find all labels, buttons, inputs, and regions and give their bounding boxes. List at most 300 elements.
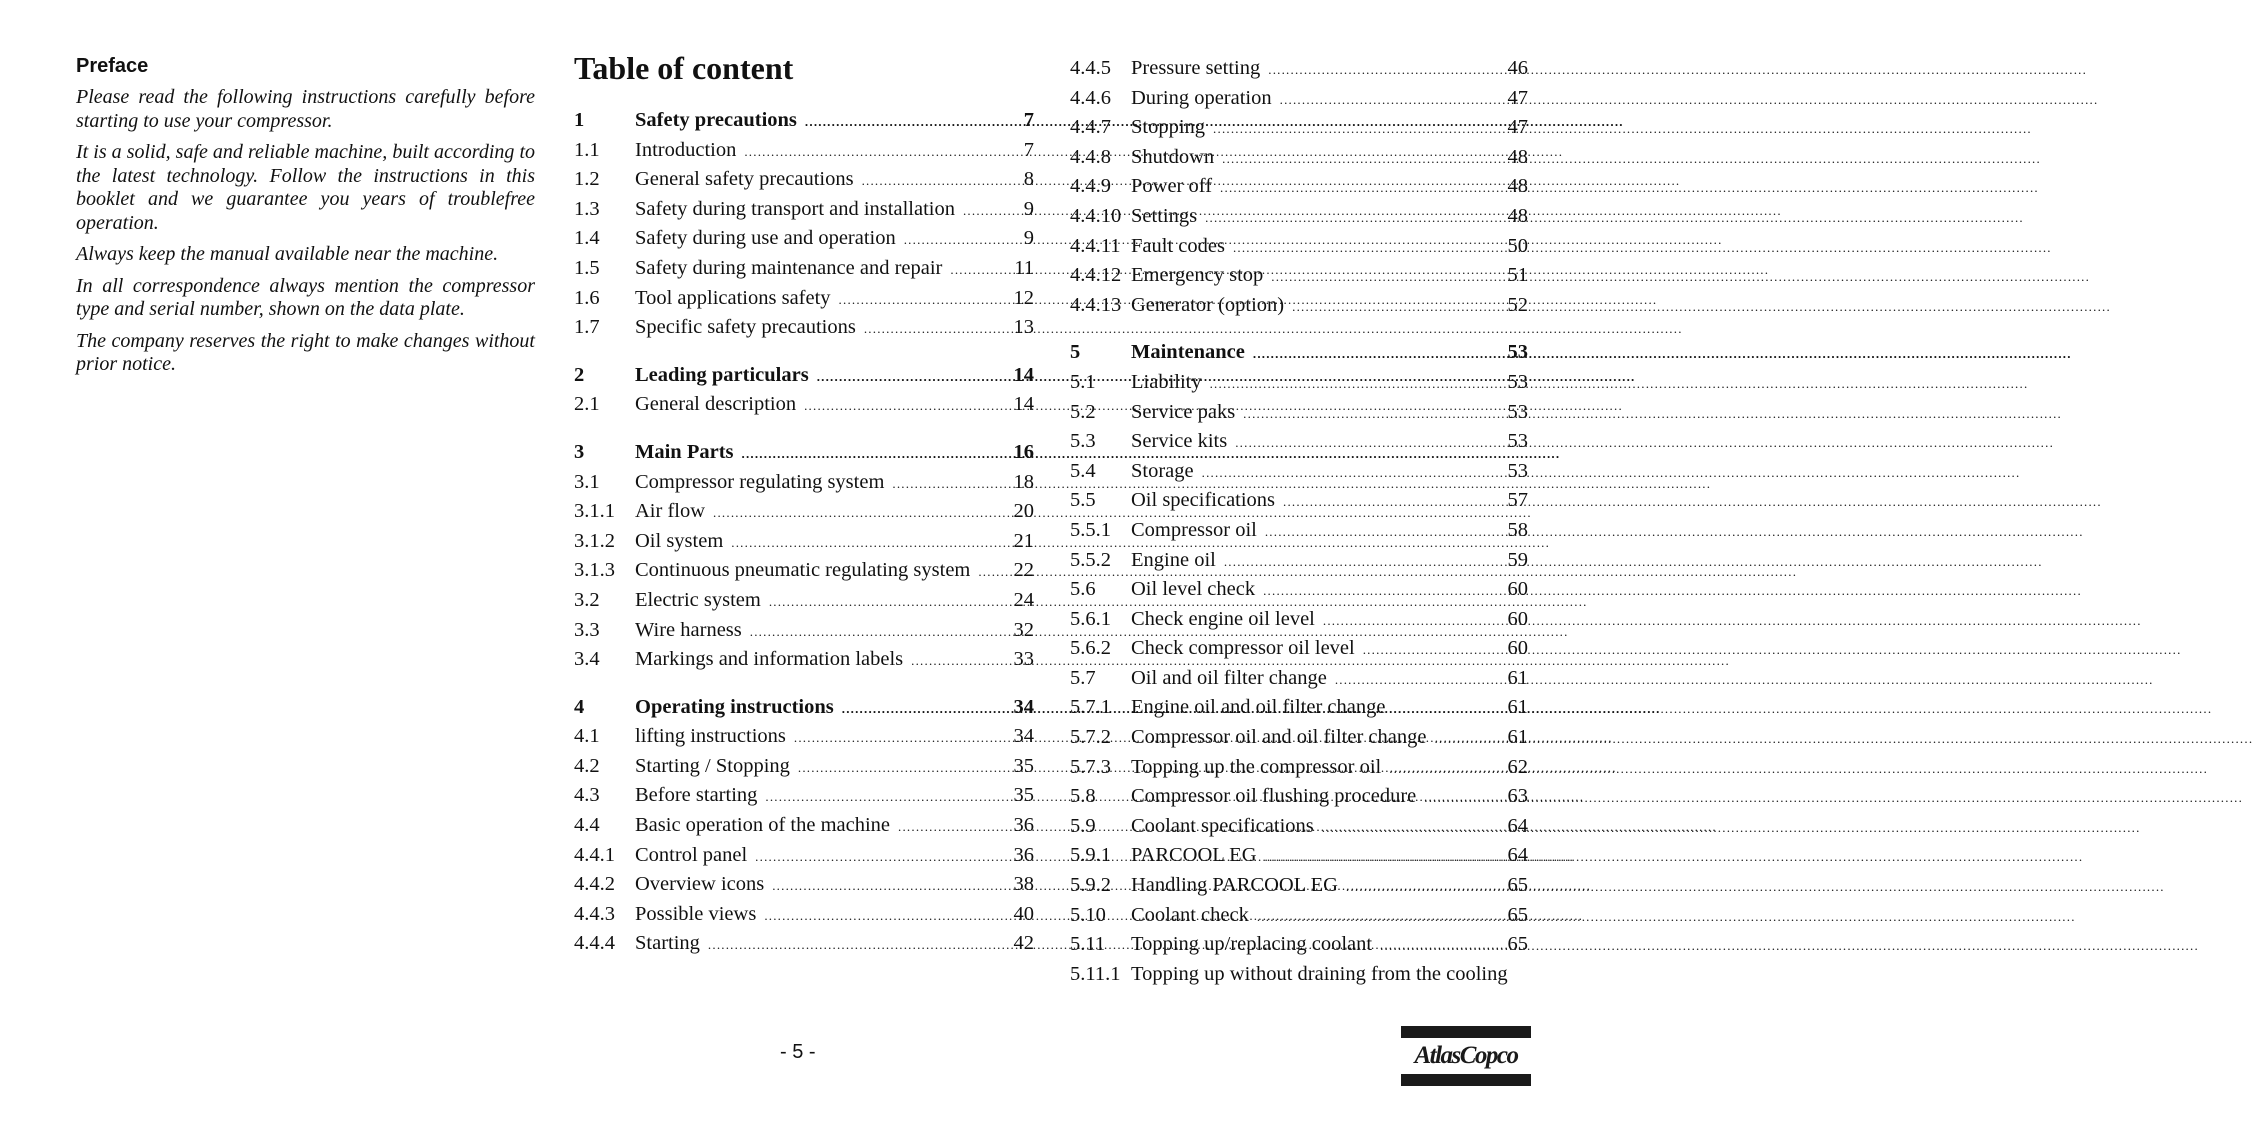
toc-leader-dots bbox=[1283, 487, 1504, 517]
toc-entry[interactable] bbox=[1070, 575, 1528, 605]
toc-leader-dots bbox=[963, 196, 1021, 226]
toc-entry-page: 36 bbox=[1013, 814, 1034, 837]
toc-entry-title: Check engine oil level bbox=[1131, 607, 1315, 630]
toc-entry-page: 40 bbox=[1013, 902, 1034, 925]
toc-entry-number: 1.7 bbox=[574, 316, 600, 339]
atlas-copco-logo bbox=[1401, 1026, 1531, 1088]
toc-leader-dots bbox=[898, 812, 1010, 842]
toc-entry[interactable] bbox=[1070, 546, 1528, 576]
toc-entry-title: Stopping bbox=[1131, 116, 1206, 139]
toc-entry-title: Compressor oil flushing procedure bbox=[1131, 785, 1417, 808]
toc-entry-title: Service paks bbox=[1131, 400, 1236, 423]
toc-entry-number: 5 bbox=[1070, 341, 1081, 364]
toc-entry-number: 3.1 bbox=[574, 470, 600, 493]
toc-entry[interactable] bbox=[574, 106, 1034, 136]
toc-entry[interactable] bbox=[574, 224, 1034, 254]
toc-entry[interactable] bbox=[1070, 232, 1528, 262]
toc-entry[interactable] bbox=[1070, 486, 1528, 516]
toc-entry-page: 35 bbox=[1013, 754, 1034, 777]
toc-entry-page: 34 bbox=[1013, 725, 1034, 748]
toc-entry-title: Engine oil bbox=[1131, 548, 1216, 571]
toc-entry-title: Operating instructions bbox=[635, 695, 834, 718]
toc-leader-dots bbox=[1292, 292, 1504, 322]
toc-leader-dots bbox=[862, 166, 1021, 196]
toc-leader-dots bbox=[1210, 369, 1505, 399]
toc-entry[interactable] bbox=[1070, 143, 1528, 173]
toc-entry[interactable] bbox=[1070, 261, 1528, 291]
toc-entry-number: 4.4.6 bbox=[1070, 86, 1111, 109]
toc-entry-number: 4.4.13 bbox=[1070, 293, 1122, 316]
toc-leader-dots bbox=[772, 871, 1010, 901]
toc-entry[interactable] bbox=[574, 841, 1034, 871]
toc-entry-number: 1 bbox=[574, 109, 585, 131]
toc-entry-title: Continuous pneumatic regulating system bbox=[635, 559, 971, 582]
toc-entry-number: 5.7.2 bbox=[1070, 726, 1111, 749]
toc-entry-page: 20 bbox=[1013, 500, 1034, 523]
toc-entry-title: Engine oil and oil filter change bbox=[1131, 696, 1386, 719]
toc-entry[interactable] bbox=[574, 752, 1034, 782]
toc-leader-dots bbox=[1265, 842, 1505, 872]
toc-entry-number: 4.2 bbox=[574, 754, 600, 777]
toc-entry[interactable] bbox=[574, 556, 1034, 586]
toc-entry-title: Topping up without draining from the cooling bbox=[1131, 962, 1508, 985]
preface-section bbox=[76, 54, 535, 385]
toc-entry-number: 5.1 bbox=[1070, 370, 1096, 393]
toc-leader-dots bbox=[839, 285, 1011, 315]
toc-entry-title: Electric system bbox=[635, 588, 761, 611]
toc-entry-page: 14 bbox=[1013, 363, 1034, 386]
toc-entry-title: Compressor oil bbox=[1131, 518, 1257, 541]
toc-entry-title: Main Parts bbox=[635, 440, 734, 463]
toc-entry[interactable] bbox=[1070, 812, 1528, 842]
toc-entry-number: 1.5 bbox=[574, 256, 600, 279]
toc-entry-title: Service kits bbox=[1131, 430, 1228, 453]
toc-entry-title: General safety precautions bbox=[635, 168, 854, 191]
toc-entry-title: Basic operation of the machine bbox=[635, 814, 891, 837]
toc-leader-dots bbox=[764, 901, 1010, 931]
toc-entry[interactable] bbox=[574, 497, 1034, 527]
toc-entry-number: 4.4.3 bbox=[574, 902, 615, 925]
toc-entry-title: Handling PARCOOL EG bbox=[1131, 874, 1338, 897]
toc-entry-page: 42 bbox=[1013, 932, 1034, 955]
toc-leader-dots bbox=[731, 528, 1010, 558]
toc-entry[interactable] bbox=[574, 781, 1034, 811]
toc-entry-page: 53 bbox=[1507, 459, 1528, 482]
toc-entry-page: 52 bbox=[1507, 293, 1528, 316]
toc-entry-page: 13 bbox=[1013, 316, 1034, 339]
toc-entry-number: 5.5.2 bbox=[1070, 548, 1111, 571]
toc-leader-dots bbox=[713, 498, 1010, 528]
toc-leader-dots bbox=[765, 782, 1010, 812]
toc-entry[interactable] bbox=[574, 527, 1034, 557]
toc-entry-number: 5.10 bbox=[1070, 903, 1106, 926]
toc-entry[interactable] bbox=[1070, 782, 1528, 812]
toc-entry-page: 14 bbox=[1013, 393, 1034, 416]
toc-entry-page: 65 bbox=[1507, 903, 1528, 926]
toc-entry[interactable] bbox=[1070, 368, 1528, 398]
toc-entry[interactable] bbox=[574, 929, 1034, 959]
toc-entry[interactable] bbox=[574, 438, 1034, 468]
toc-leader-dots bbox=[804, 391, 1010, 421]
toc-entry[interactable] bbox=[1070, 113, 1528, 143]
toc-entry-page: 48 bbox=[1507, 175, 1528, 198]
toc-entry-title: Tool applications safety bbox=[635, 286, 831, 309]
toc-leader-dots bbox=[911, 646, 1010, 676]
toc-leader-dots bbox=[817, 362, 1011, 392]
toc-entry-number: 1.4 bbox=[574, 227, 600, 250]
toc-entry[interactable] bbox=[574, 195, 1034, 225]
toc-entry-title: Fault codes bbox=[1131, 234, 1225, 257]
toc-entry-page: 58 bbox=[1507, 518, 1528, 541]
toc-entry-page: 60 bbox=[1507, 578, 1528, 601]
toc-leader-dots bbox=[978, 557, 1010, 587]
toc-entry-title: Oil and oil filter change bbox=[1131, 666, 1327, 689]
toc-leader-dots bbox=[1202, 458, 1505, 488]
toc-entry-page: 38 bbox=[1013, 873, 1034, 896]
toc-entry-number: 1.3 bbox=[574, 197, 600, 220]
toc-leader-dots bbox=[1253, 339, 1505, 369]
toc-entry-page: 53 bbox=[1507, 430, 1528, 453]
toc-leader-dots bbox=[1380, 931, 1504, 961]
toc-entry-title: Power off bbox=[1131, 175, 1213, 198]
toc-entry-page: 16 bbox=[1013, 440, 1034, 463]
toc-entry-title: Compressor oil and oil filter change bbox=[1131, 726, 1427, 749]
toc-entry-page: 7 bbox=[1023, 138, 1034, 161]
toc-entry-number: 4.4.4 bbox=[574, 932, 615, 955]
toc-entry-number: 5.6.1 bbox=[1070, 607, 1111, 630]
toc-entry-title: Coolant check bbox=[1131, 903, 1249, 926]
toc-leader-dots bbox=[904, 225, 1021, 255]
toc-entry-number: 4.3 bbox=[574, 784, 600, 807]
toc-leader-dots bbox=[1346, 872, 1505, 902]
toc-leader-dots bbox=[755, 842, 1010, 872]
toc-leader-dots bbox=[864, 314, 1011, 344]
preface-heading: Preface bbox=[76, 55, 149, 77]
toc-entry-title: Settings bbox=[1131, 204, 1198, 227]
toc-entry[interactable] bbox=[1070, 841, 1528, 871]
toc-entry-number: 4.4.10 bbox=[1070, 204, 1122, 227]
toc-entry-number: 4.4 bbox=[574, 814, 600, 837]
toc-entry-number: 4.4.11 bbox=[1070, 234, 1121, 257]
toc-entry-title: Generator (option) bbox=[1131, 293, 1285, 316]
toc-leader-dots bbox=[1323, 606, 1505, 636]
toc-entry-number: 1.2 bbox=[574, 168, 600, 191]
toc-entry-title: Control panel bbox=[635, 843, 748, 866]
toc-entry[interactable] bbox=[1070, 605, 1528, 635]
toc-leader-dots bbox=[1335, 665, 1505, 695]
toc-entry-number: 3.1.3 bbox=[574, 559, 615, 582]
toc-entry[interactable] bbox=[574, 313, 1034, 343]
toc-entry-number: 5.7.1 bbox=[1070, 696, 1111, 719]
toc-entry-page: 24 bbox=[1013, 588, 1034, 611]
preface-paragraph: Always keep the manual available near the machine. bbox=[76, 243, 499, 265]
toc-entry-page: 51 bbox=[1507, 264, 1528, 287]
toc-entry[interactable] bbox=[1070, 901, 1528, 931]
toc-entry-number: 3.1.1 bbox=[574, 500, 615, 523]
toc-entry[interactable] bbox=[1070, 871, 1528, 901]
toc-entry[interactable] bbox=[574, 693, 1034, 723]
toc-entry[interactable] bbox=[574, 586, 1034, 616]
toc-entry-number: 5.4 bbox=[1070, 459, 1096, 482]
toc-entry-page: 46 bbox=[1507, 57, 1528, 79]
toc-entry-number: 3.4 bbox=[574, 648, 600, 671]
toc-entry[interactable] bbox=[574, 616, 1034, 646]
toc-leader-dots bbox=[742, 439, 1011, 469]
toc-entry-page: 63 bbox=[1507, 785, 1528, 808]
toc-entry-page: 12 bbox=[1013, 286, 1034, 309]
toc-entry[interactable] bbox=[1070, 960, 1528, 990]
toc-entry[interactable] bbox=[574, 645, 1034, 675]
toc-entry[interactable] bbox=[574, 900, 1034, 930]
toc-entry-page: 35 bbox=[1013, 784, 1034, 807]
toc-entry-page: 33 bbox=[1013, 648, 1034, 671]
toc-entry-page: 9 bbox=[1023, 197, 1034, 220]
toc-entry-title: Wire harness bbox=[635, 618, 742, 641]
toc-leader-dots bbox=[1222, 144, 1504, 174]
logo-bottom-bar bbox=[1401, 1074, 1531, 1086]
toc-entry[interactable] bbox=[574, 811, 1034, 841]
logo-top-bar bbox=[1401, 1026, 1531, 1038]
toc-entry-page: 65 bbox=[1507, 933, 1528, 956]
toc-entry-title: Markings and information labels bbox=[635, 648, 904, 671]
toc-entry-title: Before starting bbox=[635, 784, 758, 807]
toc-entry-title: Topping up/replacing coolant bbox=[1131, 933, 1373, 956]
toc-entry-title: Safety during maintenance and repair bbox=[635, 256, 943, 279]
toc-entry[interactable] bbox=[1070, 54, 1528, 84]
toc-entry[interactable] bbox=[1070, 753, 1528, 783]
toc-entry-title: Coolant specifications bbox=[1131, 814, 1314, 837]
toc-entry[interactable] bbox=[1070, 723, 1528, 753]
logo-wordmark: AtlasCopco bbox=[1414, 1042, 1518, 1069]
toc-entry-number: 3 bbox=[574, 440, 585, 463]
toc-entry-title: Oil level check bbox=[1131, 578, 1256, 601]
toc-entry-number: 4.4.12 bbox=[1070, 264, 1122, 287]
toc-entry[interactable] bbox=[1070, 398, 1528, 428]
toc-entry-page: 11 bbox=[1014, 256, 1034, 279]
toc-entry-title: Storage bbox=[1131, 459, 1194, 482]
toc-entry-title: Maintenance bbox=[1131, 341, 1245, 364]
toc-leader-dots bbox=[1257, 902, 1505, 932]
toc-entry-page: 21 bbox=[1013, 529, 1034, 552]
toc-leader-dots bbox=[1268, 55, 1504, 85]
toc-entry-page: 47 bbox=[1507, 116, 1528, 139]
toc-entry-title: Specific safety precautions bbox=[635, 316, 856, 339]
toc-entry-title: Oil system bbox=[635, 529, 724, 552]
toc-leader-dots bbox=[1224, 547, 1505, 577]
toc-entry-number: 5.3 bbox=[1070, 430, 1096, 453]
toc-entry-page: 9 bbox=[1023, 227, 1034, 250]
toc-entry-number: 4.4.8 bbox=[1070, 145, 1111, 168]
preface-paragraph: The company reserves the right to make changes without prior notice. bbox=[76, 329, 535, 375]
toc-entry-title: Safety during transport and installation bbox=[635, 197, 955, 220]
toc-leader-dots bbox=[1220, 173, 1504, 203]
toc-leader-dots bbox=[794, 723, 1011, 753]
toc-entry[interactable] bbox=[574, 165, 1034, 195]
toc-entry-number: 5.2 bbox=[1070, 400, 1096, 423]
toc-entry-page: 34 bbox=[1013, 695, 1034, 718]
toc-leader-dots bbox=[1235, 428, 1504, 458]
toc-entry-page: 65 bbox=[1507, 874, 1528, 897]
preface-paragraph: Please read the following instructions carefully before starting to use your compressor. bbox=[76, 86, 535, 132]
toc-entry-number: 5.5.1 bbox=[1070, 518, 1111, 541]
toc-entry-title: Leading particulars bbox=[635, 363, 809, 386]
toc-leader-dots bbox=[1265, 517, 1505, 547]
toc-entry-title: During operation bbox=[1131, 86, 1272, 109]
toc-entry-title: Pressure setting bbox=[1131, 57, 1261, 79]
toc-entry-number: 3.1.2 bbox=[574, 529, 615, 552]
toc-entry-page: 48 bbox=[1507, 145, 1528, 168]
toc-entry-number: 4.1 bbox=[574, 725, 600, 748]
toc-entry-title: Introduction bbox=[635, 138, 737, 161]
toc-entry[interactable] bbox=[574, 136, 1034, 166]
toc-entry-page: 50 bbox=[1507, 234, 1528, 257]
toc-leader-dots bbox=[750, 617, 1011, 647]
toc-leader-dots bbox=[950, 255, 1011, 285]
toc-entry-number: 2 bbox=[574, 363, 585, 386]
toc-entry[interactable] bbox=[574, 390, 1034, 420]
toc-leader-dots bbox=[1233, 233, 1505, 263]
toc-leader-dots bbox=[1280, 85, 1505, 115]
toc-entry-title: General description bbox=[635, 393, 797, 416]
toc-entry-page: 53 bbox=[1507, 370, 1528, 393]
toc-column-2 bbox=[1070, 54, 1528, 989]
toc-entry-number: 5.6 bbox=[1070, 578, 1096, 601]
toc-leader-dots bbox=[798, 753, 1011, 783]
toc-column-1 bbox=[574, 106, 1034, 959]
toc-entry-page: 61 bbox=[1507, 666, 1528, 689]
toc-entry-page: 8 bbox=[1023, 168, 1034, 191]
toc-leader-dots bbox=[842, 694, 1011, 724]
toc-entry-page: 61 bbox=[1507, 726, 1528, 749]
toc-entry[interactable] bbox=[574, 722, 1034, 752]
toc-entry[interactable] bbox=[1070, 202, 1528, 232]
toc-entry[interactable] bbox=[574, 468, 1034, 498]
toc-entry-number: 5.7.3 bbox=[1070, 755, 1111, 778]
toc-leader-dots bbox=[1424, 783, 1504, 813]
toc-entry-number: 2.1 bbox=[574, 393, 600, 416]
toc-entry-page: 18 bbox=[1013, 470, 1034, 493]
toc-entry-page: 32 bbox=[1013, 618, 1034, 641]
toc-entry-number: 5.5 bbox=[1070, 489, 1096, 512]
toc-entry-number: 5.11 bbox=[1070, 933, 1106, 956]
toc-entry-page: 61 bbox=[1507, 696, 1528, 719]
toc-entry-title: Check compressor oil level bbox=[1131, 637, 1355, 660]
toc-entry-number: 5.9.1 bbox=[1070, 844, 1111, 867]
toc-entry-number: 4.4.9 bbox=[1070, 175, 1111, 198]
toc-entry-page: 47 bbox=[1507, 86, 1528, 109]
toc-entry-page: 60 bbox=[1507, 607, 1528, 630]
toc-entry-title: Air flow bbox=[635, 500, 706, 523]
toc-entry-number: 5.9 bbox=[1070, 814, 1096, 837]
toc-leader-dots bbox=[1243, 399, 1504, 429]
toc-entry[interactable] bbox=[1070, 338, 1528, 368]
toc-title: Table of content bbox=[574, 50, 794, 86]
toc-entry-number: 1.1 bbox=[574, 138, 600, 161]
toc-leader-dots bbox=[1322, 813, 1505, 843]
toc-entry-title: Possible views bbox=[635, 902, 757, 925]
toc-entry-number: 5.6.2 bbox=[1070, 637, 1111, 660]
toc-leader-dots bbox=[708, 930, 1011, 960]
toc-entry-title: Liability bbox=[1131, 370, 1202, 393]
toc-entry-number: 1.6 bbox=[574, 286, 600, 309]
toc-entry-title: Starting bbox=[635, 932, 700, 955]
toc-entry[interactable] bbox=[1070, 664, 1528, 694]
toc-leader-dots bbox=[1434, 724, 1504, 754]
toc-entry-title: Overview icons bbox=[635, 873, 765, 896]
toc-entry-page: 60 bbox=[1507, 637, 1528, 660]
toc-entry-number: 5.9.2 bbox=[1070, 874, 1111, 897]
toc-entry-title: Compressor regulating system bbox=[635, 470, 885, 493]
toc-leader-dots bbox=[1213, 114, 1504, 144]
toc-entry-number: 4.4.1 bbox=[574, 843, 615, 866]
toc-leader-dots bbox=[1263, 576, 1504, 606]
toc-entry-title: PARCOOL EG bbox=[1131, 844, 1257, 867]
toc-entry-title: Safety precautions bbox=[635, 109, 797, 131]
toc-entry-page: 7 bbox=[1023, 109, 1034, 131]
toc-entry[interactable] bbox=[1070, 84, 1528, 114]
toc-entry-title: Topping up the compressor oil bbox=[1131, 755, 1382, 778]
toc-entry-page: 53 bbox=[1507, 341, 1528, 364]
toc-entry-title: lifting instructions bbox=[635, 725, 786, 748]
toc-entry-page: 36 bbox=[1013, 843, 1034, 866]
toc-entry-number: 4 bbox=[574, 695, 585, 718]
toc-leader-dots bbox=[805, 107, 1021, 137]
toc-entry[interactable] bbox=[574, 361, 1034, 391]
toc-entry-page: 22 bbox=[1013, 559, 1034, 582]
toc-leader-dots bbox=[892, 469, 1010, 499]
toc-leader-dots bbox=[1389, 754, 1504, 784]
toc-leader-dots bbox=[1271, 262, 1504, 292]
toc-entry-title: Emergency stop bbox=[1131, 264, 1264, 287]
toc-leader-dots bbox=[744, 137, 1020, 167]
toc-entry[interactable] bbox=[1070, 634, 1528, 664]
toc-entry-title: Oil specifications bbox=[1131, 489, 1276, 512]
toc-entry[interactable] bbox=[1070, 457, 1528, 487]
toc-leader-dots bbox=[1205, 203, 1504, 233]
toc-entry[interactable] bbox=[1070, 516, 1528, 546]
toc-entry-page: 59 bbox=[1507, 548, 1528, 571]
toc-entry-number: 4.4.2 bbox=[574, 873, 615, 896]
toc-entry[interactable] bbox=[574, 870, 1034, 900]
toc-entry-number: 4.4.5 bbox=[1070, 57, 1111, 79]
toc-entry-page: 62 bbox=[1507, 755, 1528, 778]
toc-entry[interactable] bbox=[574, 284, 1034, 314]
toc-leader-dots bbox=[769, 587, 1011, 617]
toc-entry-page: 53 bbox=[1507, 400, 1528, 423]
toc-entry-page: 64 bbox=[1507, 814, 1528, 837]
toc-entry-number: 3.2 bbox=[574, 588, 600, 611]
toc-entry-number: 5.8 bbox=[1070, 785, 1096, 808]
page-number: - 5 - bbox=[780, 1041, 816, 1063]
toc-entry-number: 5.7 bbox=[1070, 666, 1096, 689]
toc-entry-number: 3.3 bbox=[574, 618, 600, 641]
toc-entry-number: 4.4.7 bbox=[1070, 116, 1111, 139]
toc-leader-dots bbox=[1393, 694, 1504, 724]
toc-entry-page: 48 bbox=[1507, 204, 1528, 227]
toc-entry[interactable] bbox=[1070, 291, 1528, 321]
toc-entry-title: Shutdown bbox=[1131, 145, 1215, 168]
toc-entry-title: Safety during use and operation bbox=[635, 227, 896, 250]
toc-entry-title: Starting / Stopping bbox=[635, 754, 790, 777]
preface-paragraph: It is a solid, safe and reliable machine, built according to the latest technology. Follow the instructions in this booklet and we guarantee you years of troublefree operation. bbox=[76, 141, 535, 234]
toc-entry[interactable] bbox=[1070, 172, 1528, 202]
toc-entry-number: 5.11.1 bbox=[1070, 962, 1121, 985]
toc-entry[interactable] bbox=[1070, 427, 1528, 457]
toc-entry-page: 64 bbox=[1507, 844, 1528, 867]
toc-entry[interactable] bbox=[1070, 693, 1528, 723]
toc-entry[interactable] bbox=[574, 254, 1034, 284]
toc-entry[interactable] bbox=[1070, 930, 1528, 960]
